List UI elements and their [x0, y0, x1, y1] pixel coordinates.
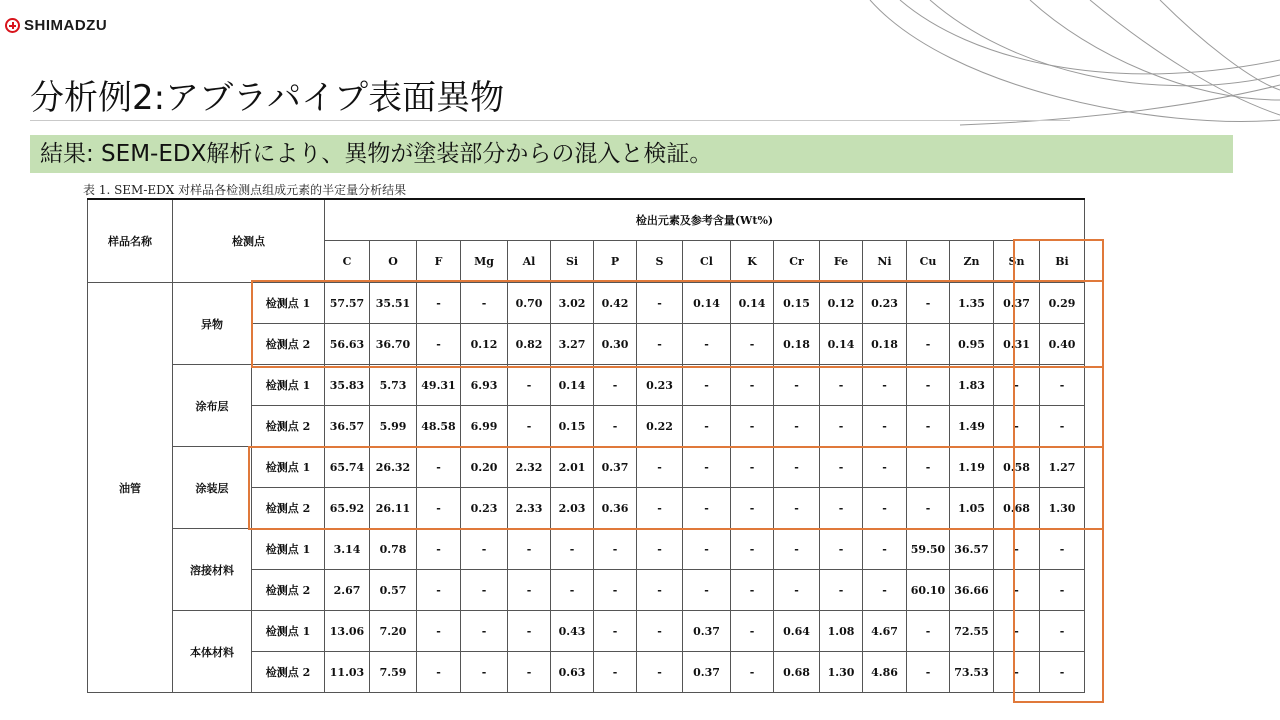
value-cell: 2.33 [508, 488, 551, 529]
value-cell: 26.32 [370, 447, 417, 488]
value-cell: - [637, 488, 683, 529]
value-cell: 0.57 [370, 570, 417, 611]
value-cell: 0.37 [994, 283, 1040, 324]
value-cell: - [731, 324, 774, 365]
value-cell: 0.64 [774, 611, 820, 652]
sample-name-header: 样品名称 [88, 199, 173, 283]
value-cell: 1.30 [820, 652, 863, 693]
value-cell: 3.14 [325, 529, 370, 570]
value-cell: 65.92 [325, 488, 370, 529]
value-cell: 36.57 [950, 529, 994, 570]
value-cell: 0.63 [551, 652, 594, 693]
shimadzu-logo-icon [5, 18, 20, 33]
element-header-o: O [370, 241, 417, 283]
edx-results-table [87, 198, 1085, 693]
value-cell: - [994, 529, 1040, 570]
value-cell: - [907, 406, 950, 447]
value-cell: 0.68 [774, 652, 820, 693]
element-header-fe: Fe [820, 241, 863, 283]
value-cell: - [774, 365, 820, 406]
value-cell: 36.70 [370, 324, 417, 365]
value-cell: 0.20 [461, 447, 508, 488]
value-cell: - [417, 652, 461, 693]
value-cell: - [683, 529, 731, 570]
check-point-cell: 检测点 1 [252, 611, 325, 652]
check-point-cell: 检测点 2 [252, 324, 325, 365]
value-cell: - [820, 570, 863, 611]
table-row [88, 447, 1085, 488]
element-group-header: 检出元素及参考含量(Wt%) [325, 199, 1085, 241]
title-divider [30, 120, 1070, 121]
value-cell: - [774, 447, 820, 488]
value-cell: - [994, 365, 1040, 406]
value-cell: - [683, 365, 731, 406]
value-cell: 0.14 [820, 324, 863, 365]
value-cell: - [820, 488, 863, 529]
value-cell: - [551, 529, 594, 570]
value-cell: 0.37 [683, 652, 731, 693]
value-cell: 36.57 [325, 406, 370, 447]
value-cell: - [637, 447, 683, 488]
value-cell: 1.05 [950, 488, 994, 529]
value-cell: - [774, 529, 820, 570]
value-cell: - [907, 488, 950, 529]
value-cell: 0.15 [774, 283, 820, 324]
value-cell: - [461, 529, 508, 570]
value-cell: 0.68 [994, 488, 1040, 529]
check-point-cell: 检测点 2 [252, 570, 325, 611]
value-cell: - [637, 652, 683, 693]
value-cell: 72.55 [950, 611, 994, 652]
value-cell: - [461, 570, 508, 611]
value-cell: - [417, 324, 461, 365]
value-cell: 2.67 [325, 570, 370, 611]
value-cell: 48.58 [417, 406, 461, 447]
value-cell: 59.50 [907, 529, 950, 570]
value-cell: - [551, 570, 594, 611]
value-cell: 0.22 [637, 406, 683, 447]
value-cell: - [774, 570, 820, 611]
group-name-cell: 本体材料 [173, 611, 252, 693]
element-header-s: S [637, 241, 683, 283]
value-cell: - [417, 570, 461, 611]
page-title: 分析例2:アブラパイプ表面異物 [30, 78, 505, 118]
value-cell: - [820, 447, 863, 488]
value-cell: 3.27 [551, 324, 594, 365]
value-cell: - [594, 611, 637, 652]
value-cell: 2.01 [551, 447, 594, 488]
value-cell: 0.82 [508, 324, 551, 365]
value-cell: 0.15 [551, 406, 594, 447]
value-cell: - [594, 529, 637, 570]
value-cell: - [994, 570, 1040, 611]
value-cell: 1.19 [950, 447, 994, 488]
value-cell: - [731, 488, 774, 529]
group-name-cell: 异物 [173, 283, 252, 365]
shimadzu-logo [5, 17, 107, 34]
value-cell: 0.23 [637, 365, 683, 406]
value-cell: 1.49 [950, 406, 994, 447]
value-cell: 0.78 [370, 529, 417, 570]
value-cell: 0.30 [594, 324, 637, 365]
value-cell: 11.03 [325, 652, 370, 693]
value-cell: - [731, 570, 774, 611]
value-cell: - [508, 365, 551, 406]
value-cell: 0.70 [508, 283, 551, 324]
value-cell: 13.06 [325, 611, 370, 652]
value-cell: 2.32 [508, 447, 551, 488]
element-header-cl: Cl [683, 241, 731, 283]
value-cell: - [907, 447, 950, 488]
value-cell: - [1040, 406, 1085, 447]
value-cell: - [731, 652, 774, 693]
decorative-curves [860, 0, 1280, 130]
value-cell: - [863, 529, 907, 570]
sample-name-cell: 油管 [88, 283, 173, 693]
value-cell: 2.03 [551, 488, 594, 529]
value-cell: - [863, 447, 907, 488]
table-row [88, 529, 1085, 570]
value-cell: 7.59 [370, 652, 417, 693]
value-cell: - [1040, 611, 1085, 652]
value-cell: 0.42 [594, 283, 637, 324]
value-cell: - [907, 324, 950, 365]
value-cell: - [820, 365, 863, 406]
value-cell: - [637, 324, 683, 365]
value-cell: 5.99 [370, 406, 417, 447]
value-cell: - [417, 447, 461, 488]
value-cell: 0.58 [994, 447, 1040, 488]
value-cell: 0.23 [863, 283, 907, 324]
value-cell: - [907, 611, 950, 652]
value-cell: 5.73 [370, 365, 417, 406]
value-cell: - [683, 324, 731, 365]
value-cell: - [637, 529, 683, 570]
value-cell: 0.18 [774, 324, 820, 365]
value-cell: 4.67 [863, 611, 907, 652]
value-cell: - [417, 611, 461, 652]
value-cell: 73.53 [950, 652, 994, 693]
value-cell: 26.11 [370, 488, 417, 529]
element-header-c: C [325, 241, 370, 283]
value-cell: 3.02 [551, 283, 594, 324]
value-cell: 6.93 [461, 365, 508, 406]
element-header-si: Si [551, 241, 594, 283]
element-header-cu: Cu [907, 241, 950, 283]
table-row [88, 283, 1085, 324]
value-cell: 65.74 [325, 447, 370, 488]
group-name-cell: 涂布层 [173, 365, 252, 447]
value-cell: 0.43 [551, 611, 594, 652]
value-cell: 0.23 [461, 488, 508, 529]
value-cell: 0.95 [950, 324, 994, 365]
check-point-cell: 检测点 2 [252, 652, 325, 693]
value-cell: 1.27 [1040, 447, 1085, 488]
value-cell: - [637, 611, 683, 652]
element-header-al: Al [508, 241, 551, 283]
group-name-cell: 涂装层 [173, 447, 252, 529]
value-cell: 1.30 [1040, 488, 1085, 529]
value-cell: 0.31 [994, 324, 1040, 365]
value-cell: - [907, 652, 950, 693]
value-cell: - [907, 283, 950, 324]
value-cell: - [417, 529, 461, 570]
table-caption: 表 1. SEM-EDX 对样品各检测点组成元素的半定量分析结果 [83, 183, 407, 197]
table-row [88, 365, 1085, 406]
value-cell: - [594, 652, 637, 693]
value-cell: 0.14 [731, 283, 774, 324]
value-cell: - [731, 529, 774, 570]
value-cell: - [594, 406, 637, 447]
value-cell: 0.40 [1040, 324, 1085, 365]
value-cell: - [994, 611, 1040, 652]
value-cell: 1.08 [820, 611, 863, 652]
value-cell: 0.37 [594, 447, 637, 488]
value-cell: - [820, 529, 863, 570]
value-cell: - [508, 570, 551, 611]
value-cell: - [508, 406, 551, 447]
value-cell: 1.83 [950, 365, 994, 406]
value-cell: - [637, 570, 683, 611]
value-cell: - [863, 570, 907, 611]
value-cell: 0.18 [863, 324, 907, 365]
value-cell: - [907, 365, 950, 406]
value-cell: - [1040, 365, 1085, 406]
value-cell: 6.99 [461, 406, 508, 447]
group-name-cell: 溶接材料 [173, 529, 252, 611]
value-cell: - [731, 406, 774, 447]
value-cell: - [683, 447, 731, 488]
value-cell: - [417, 488, 461, 529]
value-cell: 56.63 [325, 324, 370, 365]
value-cell: - [994, 652, 1040, 693]
value-cell: - [731, 365, 774, 406]
value-cell: - [461, 652, 508, 693]
check-point-cell: 检测点 1 [252, 283, 325, 324]
value-cell: 49.31 [417, 365, 461, 406]
value-cell: - [461, 611, 508, 652]
check-point-header: 检测点 [173, 199, 325, 283]
value-cell: 7.20 [370, 611, 417, 652]
value-cell: 1.35 [950, 283, 994, 324]
value-cell: 35.83 [325, 365, 370, 406]
value-cell: 0.12 [461, 324, 508, 365]
value-cell: - [683, 570, 731, 611]
value-cell: 0.14 [551, 365, 594, 406]
element-header-bi: Bi [1040, 241, 1085, 283]
element-header-cr: Cr [774, 241, 820, 283]
value-cell: - [774, 406, 820, 447]
logo-text: SHIMADZU [24, 17, 108, 34]
value-cell: - [508, 652, 551, 693]
value-cell: - [731, 611, 774, 652]
value-cell: 35.51 [370, 283, 417, 324]
value-cell: - [594, 570, 637, 611]
table-row [88, 611, 1085, 652]
value-cell: 0.37 [683, 611, 731, 652]
result-banner: 結果: SEM-EDX解析により、異物が塗装部分からの混入と検証。 [30, 135, 1233, 173]
value-cell: 0.12 [820, 283, 863, 324]
check-point-cell: 检测点 1 [252, 365, 325, 406]
element-header-k: K [731, 241, 774, 283]
element-header-p: P [594, 241, 637, 283]
value-cell: - [637, 283, 683, 324]
value-cell: 57.57 [325, 283, 370, 324]
value-cell: - [863, 406, 907, 447]
value-cell: - [994, 406, 1040, 447]
value-cell: 60.10 [907, 570, 950, 611]
element-header-f: F [417, 241, 461, 283]
element-header-ni: Ni [863, 241, 907, 283]
value-cell: - [594, 365, 637, 406]
check-point-cell: 检测点 1 [252, 529, 325, 570]
value-cell: - [731, 447, 774, 488]
value-cell: 36.66 [950, 570, 994, 611]
value-cell: - [863, 365, 907, 406]
value-cell: - [1040, 652, 1085, 693]
value-cell: - [863, 488, 907, 529]
element-header-sn: Sn [994, 241, 1040, 283]
check-point-cell: 检测点 2 [252, 406, 325, 447]
value-cell: - [1040, 570, 1085, 611]
element-header-zn: Zn [950, 241, 994, 283]
value-cell: - [820, 406, 863, 447]
value-cell: 0.14 [683, 283, 731, 324]
value-cell: - [417, 283, 461, 324]
value-cell: 4.86 [863, 652, 907, 693]
value-cell: 0.29 [1040, 283, 1085, 324]
check-point-cell: 检测点 1 [252, 447, 325, 488]
value-cell: - [508, 611, 551, 652]
value-cell: - [1040, 529, 1085, 570]
element-header-mg: Mg [461, 241, 508, 283]
value-cell: 0.36 [594, 488, 637, 529]
value-cell: - [683, 488, 731, 529]
check-point-cell: 检测点 2 [252, 488, 325, 529]
value-cell: - [683, 406, 731, 447]
value-cell: - [774, 488, 820, 529]
value-cell: - [461, 283, 508, 324]
value-cell: - [508, 529, 551, 570]
